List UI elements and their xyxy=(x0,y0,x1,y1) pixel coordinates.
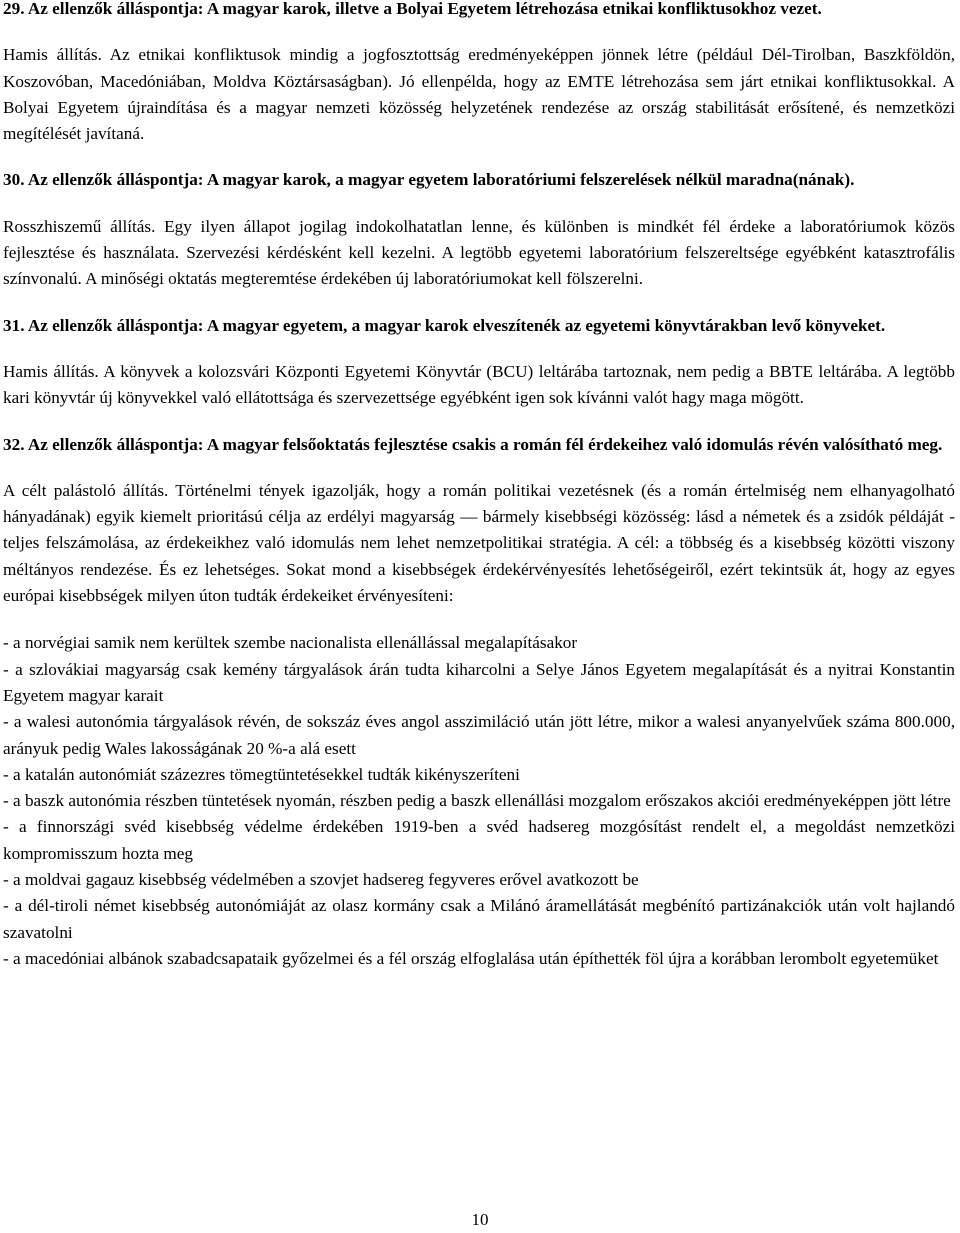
list-item: - a finnországi svéd kisebbség védelme érdekében 1919-ben a svéd hadsereg mozgósítást rendelt el, a megoldást nemzetközi kompromisszum hozta meg xyxy=(3,817,955,863)
section-32-heading: 32. Az ellenzők álláspontja: A magyar felsőoktatás fejlesztése csakis a román fél érdekeihez való idomulás révén valósítható meg. xyxy=(3,434,943,454)
list-item: - a baszk autonómia részben tüntetések nyomán, részben pedig a baszk ellenállási mozgalom erőszakos akciói eredményeképpen jött létre xyxy=(3,791,951,811)
list-item: - a macedóniai albánok szabadcsapataik győzelmei és a fél ország elfoglalása után építhették föl újra a korábban lerombolt egyetemüket xyxy=(3,948,939,968)
list-item: - a katalán autonómiát százezres tömegtüntetésekkel tudták kikényszeríteni xyxy=(3,764,520,784)
section-30-heading: 30. Az ellenzők álláspontja: A magyar karok, a magyar egyetem laboratóriumi felszerelések nélkül maradna(nának). xyxy=(3,170,855,190)
section-32-body: A célt palástoló állítás. Történelmi tények igazolják, hogy a román politikai vezetésnek (és a román értelmiség nem elhanyagolható hányadának) egyik kiemelt prioritású célja az erdélyi magyarság — bármely kisebbségi közösség: lásd a németek és a zsidók példáját - teljes felszámolása, az érdekeikhez való idomulás nem lehet nemzetpolitikai stratégia. A cél: a többség és a kisebbség közötti viszony méltányos rendezése. És ez lehetséges. Sokat mond a kisebbségek érdekérvényesítés lehetőségeiről, ezért tekintsük át, hogy az egyes európai kisebbségek milyen úton tudták érdekeiket érvényesíteni: xyxy=(3,480,955,606)
page-number: 10 xyxy=(471,1210,489,1229)
section-30-body: Rosszhiszemű állítás. Egy ilyen állapot jogilag indokolhatatlan lenne, és különben is mindkét fél érdeke a laboratóriumok közös fejlesztése és használata. Szervezési kérdésként kell kezelni. A legtöbb egyetemi laboratórium felszereltsége egyébként katasztrofális színvonalú. A minőségi oktatás megteremtése érdekében új laboratóriumokat kell fölszerelni. xyxy=(3,216,955,289)
page-content xyxy=(3,0,955,972)
section-31-body: Hamis állítás. A könyvek a kolozsvári Központi Egyetemi Könyvtár (BCU) leltárába tartoznak, nem pedig a BBTE leltárába. A legtöbb kari könyvtár új könyvekkel való ellátottsága és szervezettsége egyébként igen sok kívánni valót hagy maga mögött. xyxy=(3,361,955,408)
list-item: - a dél-tiroli német kisebbség autonómiáját az olasz kormány csak a Milánó áramellátását megbénító partizánakciók után volt hajlandó szavatolni xyxy=(3,896,955,942)
section-29-heading: 29. Az ellenzők álláspontja: A magyar karok, illetve a Bolyai Egyetem létrehozása etnikai konfliktusokhoz vezet. xyxy=(3,0,822,18)
section-31-heading: 31. Az ellenzők álláspontja: A magyar egyetem, a magyar karok elveszítenék az egyetemi könyvtárakban levő könyveket. xyxy=(3,315,886,335)
section-29-body: Hamis állítás. Az etnikai konfliktusok mindig a jogfosztottság eredményeképpen jönnek létre (például Dél-Tirolban, Baszkföldön, Koszovóban, Macedóniában, Moldva Köztársaságban). Jó ellenpélda, hogy az EMTE létrehozása sem járt etnikai konfliktusokkal. A Bolyai Egyetem újraindítása és a magyar nemzeti közösség helyzetének rendezése az ország stabilitását erősítené, és nemzetközi megítélését javítaná. xyxy=(3,45,955,144)
list-item: - a moldvai gagauz kisebbség védelmében a szovjet hadsereg fegyveres erővel avatkozott be xyxy=(3,870,639,890)
minority-examples-list xyxy=(3,630,955,972)
list-item: - a norvégiai samik nem kerültek szembe nacionalista ellenállással megalapításakor xyxy=(3,633,578,653)
list-item: - a walesi autonómia tárgyalások révén, de sokszáz éves angol asszimiláció után jött létre, mikor a walesi anyanyelvűek száma 800.000, arányuk pedig Wales lakosságának 20 %-a alá esett xyxy=(3,712,955,758)
list-item: - a szlovákiai magyarság csak kemény tárgyalások árán tudta kiharcolni a Selye János Egyetem megalapítását és a nyitrai Konstantin Egyetem magyar karait xyxy=(3,659,955,705)
